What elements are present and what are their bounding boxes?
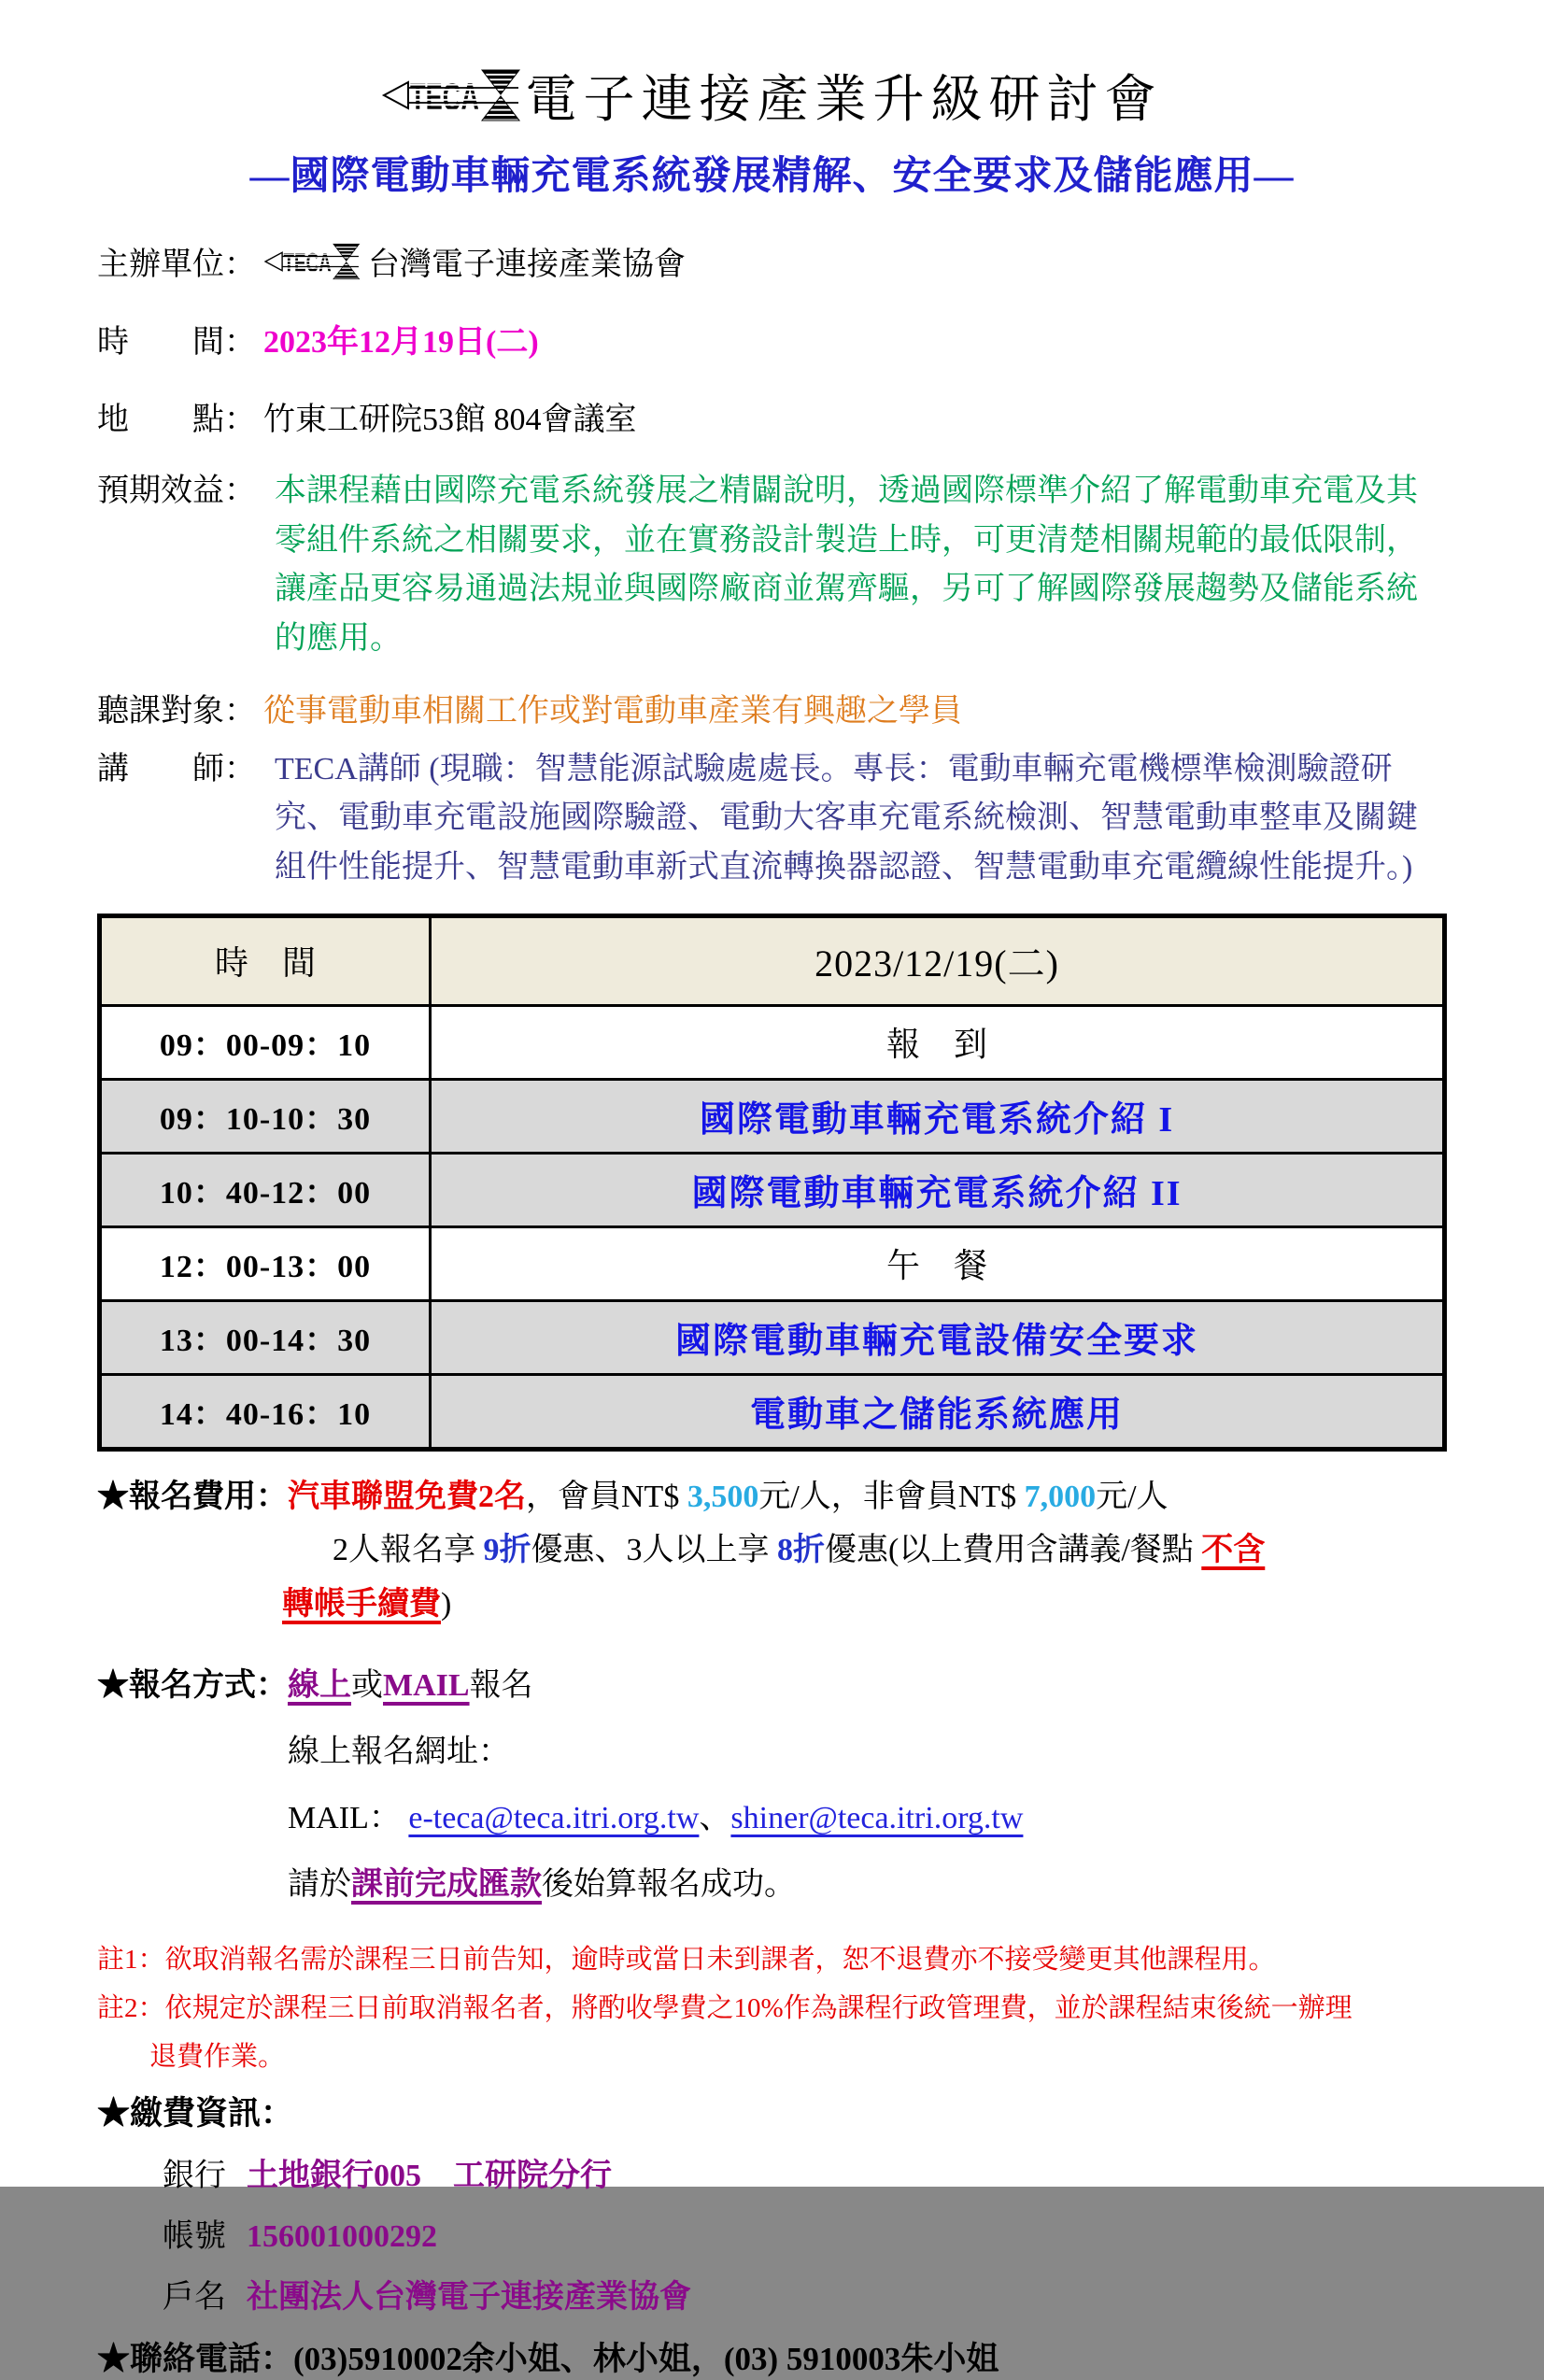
fee-text: ，會員NT$ [526,1479,687,1514]
schedule-title: 午 餐 [431,1226,1445,1300]
fee-text: 元/人，非會員NT$ [758,1479,1025,1514]
fee-text: 2人報名享 [333,1533,484,1568]
account-label: 帳號 [163,2218,226,2254]
fee-section [97,1480,1447,1622]
venue-value: 竹東工研院53館 804會議室 [263,403,637,437]
mail-register-link[interactable]: MAIL [383,1667,470,1703]
organizer-line [97,238,1447,284]
registration-section [97,1659,1447,1904]
fee-label: ★報名費用： [97,1479,288,1514]
title-text: 電子連接產業升級研討會 [525,71,1163,128]
discount-3p: 8折 [777,1533,825,1568]
fee-line-3 [282,1587,1447,1622]
audience-line [97,685,1447,730]
online-register-link[interactable]: 線上 [288,1667,351,1703]
fee-exclusion-emphasis: 不含 [1201,1533,1266,1568]
holder-label: 戶名 [163,2279,226,2315]
page-title [97,58,1447,132]
table-row [100,1079,1445,1153]
benefit-label: 預期效益： [97,474,256,508]
time-label: 時 間： [97,325,256,360]
bank-label: 銀行 [163,2158,226,2193]
time-value: 2023年12月19日(二) [263,325,539,360]
lecturer-value: TECA講師 (現職：智慧能源試驗處處長。專長：電動車輛充電機標準檢測驗證研究、電動車充電設施國際驗證、電動大客車充電系統檢測、智慧電動車整車及關鍵組件性能提升、智慧電動車新式直流轉換器認證、智慧電動車充電纜線性能提升。) [275,751,1418,885]
account-number: 156001000292 [247,2218,437,2254]
schedule-header-time: 時 間 [100,915,431,1005]
benefit-value: 本課程藉由國際充電系統發展之精闢說明，透過國際標準介紹了解電動車充電及其零組件系統之相關要求，並在實務設計製造上時，可更清楚相關規範的最低限制，讓產品更容易通過法規並與國際廠商並駕齊驅，另可了解國際發展趨勢及儲能系統的應用。 [275,474,1418,657]
schedule-table [97,914,1447,1452]
benefit-paragraph [97,467,1447,664]
nonmember-price: 7,000 [1024,1479,1097,1514]
notes-section [97,1935,1447,2082]
registration-payment-note [288,1858,1447,1904]
schedule-time: 09：10-10：30 [100,1079,431,1153]
note-2: 註2：依規定於課程三日前取消報名者，將酌收學費之10%作為課程行政管理費，並於課程結束後統一辦理 [97,1993,1353,2024]
holder-line [163,2271,1447,2316]
bank-value: 土地銀行005 工研院分行 [247,2158,612,2193]
table-row [100,1300,1445,1374]
bank-line [163,2149,1447,2195]
schedule-title: 國際電動車輛充電系統介紹 II [431,1153,1445,1226]
schedule-time: 10：40-12：00 [100,1153,431,1226]
table-row [100,1005,1445,1079]
schedule-time: 09：00-09：10 [100,1005,431,1079]
organizer-label: 主辦單位： [97,248,256,282]
registration-text: 後始算報名成功。 [542,1866,796,1902]
email-separator: 、 [699,1800,731,1835]
table-row [100,1153,1445,1226]
schedule-title: 電動車之儲能系統應用 [431,1374,1445,1449]
registration-label: ★報名方式： [97,1667,288,1703]
fee-text: 優惠(以上費用含講義/餐點 [825,1533,1202,1568]
registration-text: 請於 [288,1866,351,1902]
schedule-title: 國際電動車輛充電系統介紹 I [431,1079,1445,1153]
teca-logo-text-small: TECA [283,248,332,278]
holder-name: 社團法人台灣電子連接產業協會 [247,2279,691,2315]
schedule-time: 13：00-14：30 [100,1300,431,1374]
schedule-time: 14：40-16：10 [100,1374,431,1449]
discount-2p: 9折 [483,1533,531,1568]
email-link-1[interactable]: e-teca@teca.itri.org.tw [408,1800,700,1835]
registration-url-line: 線上報名網址： [288,1734,510,1769]
fee-text: 元/人 [1096,1479,1169,1514]
account-line [163,2210,1447,2256]
member-price: 3,500 [687,1479,759,1514]
venue-line [97,393,1447,439]
teca-logo-small-icon [263,240,361,283]
fee-line-1 [97,1480,1447,1514]
fee-text: 優惠、3人以上享 [531,1533,777,1568]
teca-logo-icon [381,64,521,126]
payment-info-label: ★繳費資訊： [97,2094,294,2132]
venue-label: 地 點： [97,403,256,437]
note-1: 註1：欲取消報名需於課程三日前告知，逾時或當日未到課者，恕不退費亦不接受變更其他課程用。 [97,1944,1276,1975]
schedule-header-row [100,915,1445,1005]
table-row [100,1374,1445,1449]
fee-text: ) [441,1586,452,1622]
pre-payment-emphasis: 課前完成匯款 [351,1866,542,1902]
email-link-2[interactable]: shiner@teca.itri.org.tw [730,1800,1024,1835]
audience-value: 從事電動車相關工作或對電動車產業有興趣之學員 [263,693,962,729]
table-row [100,1226,1445,1300]
fee-line-2 [333,1533,1447,1567]
contact-label: ★聯絡電話： [97,2340,294,2377]
schedule-header-date: 2023/12/19(二) [431,915,1445,1005]
fee-free-offer: 汽車聯盟免費2名 [288,1479,526,1514]
registration-line-1 [97,1659,1447,1705]
lecturer-label: 講 師： [97,751,256,786]
audience-label: 聽課對象： [97,693,256,729]
time-line [97,316,1447,361]
note-2-continued: 退費作業。 [149,2042,286,2073]
registration-text: 報名 [469,1667,533,1703]
registration-mail-line [288,1792,1447,1837]
lecturer-paragraph [97,745,1447,893]
schedule-title: 國際電動車輛充電設備安全要求 [431,1300,1445,1374]
teca-logo-text: TECA [410,74,480,119]
subtitle: —國際電動車輛充電系統發展精解、安全要求及儲能應用— [249,155,1295,198]
contact-value: (03)5910002余小姐、林小姐，(03) 5910003朱小姐 [293,2340,999,2377]
fee-exclusion-emphasis: 轉帳手續費 [282,1586,441,1622]
schedule-title: 報 到 [431,1005,1445,1079]
registration-text: 或 [351,1667,383,1703]
schedule-time: 12：00-13：00 [100,1226,431,1300]
organizer-value: 台灣電子連接產業協會 [368,248,686,282]
contact-line [97,2333,1447,2380]
mail-prefix: MAIL： [288,1800,409,1835]
